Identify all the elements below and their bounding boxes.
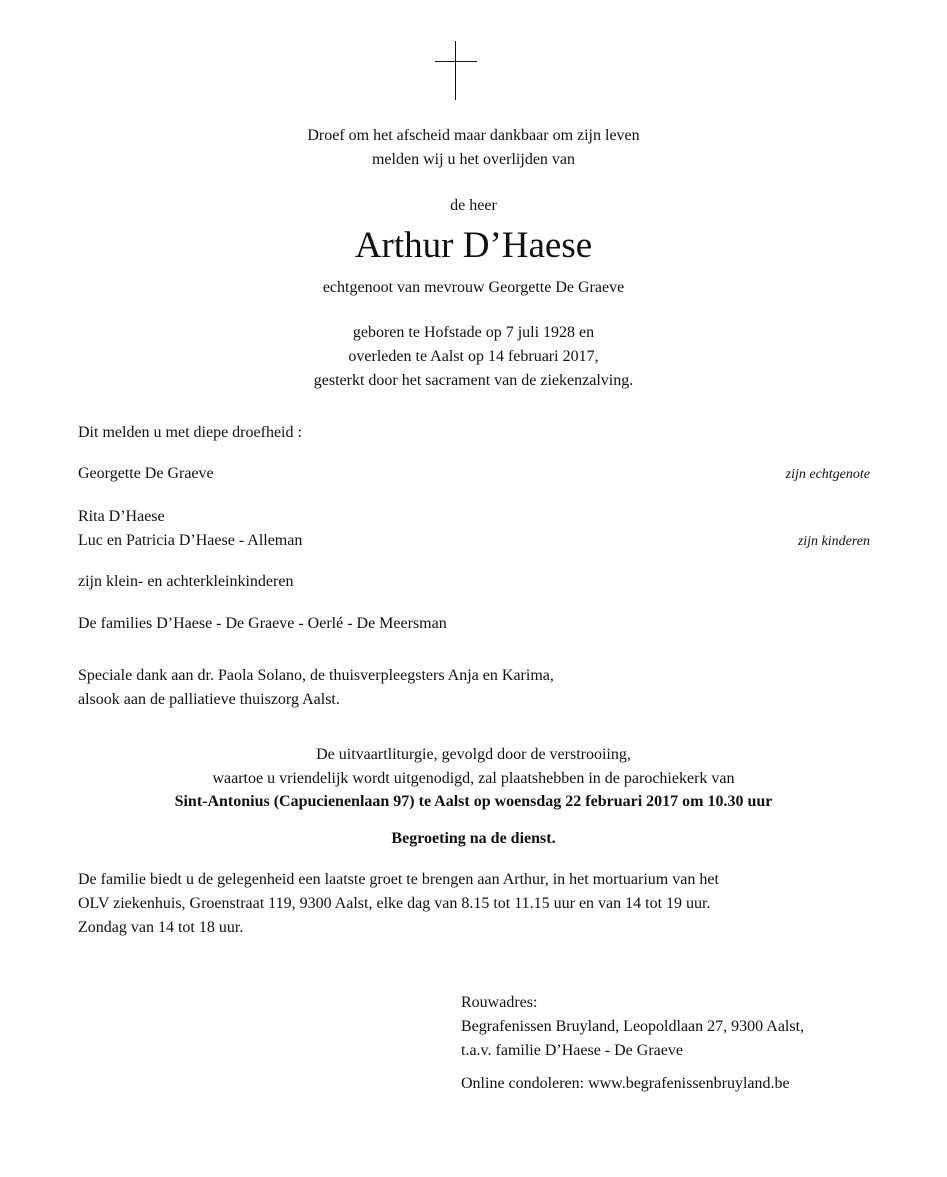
salutation: de heer: [450, 197, 497, 214]
online-condolence-link[interactable]: Online condoleren: www.begrafenissenbruyland.be: [461, 1075, 790, 1092]
birth-line: geboren te Hofstade op 7 juli 1928 en: [352, 324, 595, 341]
mourning-address-label: Rouwadres:: [461, 994, 538, 1011]
death-line: overleden te Aalst op 14 februari 2017,: [348, 348, 599, 365]
thanks-line-2: alsook aan de palliatieve thuiszorg Aalst.: [78, 691, 340, 708]
intro-line-2: melden wij u het overlijden van: [371, 151, 576, 168]
grandchildren-line: zijn klein- en achterkleinkinderen: [78, 573, 294, 590]
intro-line-1: Droef om het afscheid maar dankbaar om zijn leven: [307, 127, 640, 144]
viewing-line-3: Zondag van 14 tot 18 uur.: [78, 919, 244, 936]
announce-line: Dit melden u met diepe droefheid :: [78, 424, 302, 441]
thanks-line-1: Speciale dank aan dr. Paola Solano, de thuisverpleegsters Anja en Karima,: [78, 667, 554, 684]
greeting-line: Begroeting na de dienst.: [391, 830, 556, 847]
viewing-line-2: OLV ziekenhuis, Groenstraat 119, 9300 Aalst, elke dag van 8.15 tot 11.15 uur en van 14 tot 19 uur.: [78, 895, 711, 912]
mourning-address-line-1: Begrafenissen Bruyland, Leopoldlaan 27, 9300 Aalst,: [461, 1018, 805, 1035]
sacrament-line: gesterkt door het sacrament van de ziekenzalving.: [313, 372, 634, 389]
cross-icon: [435, 41, 477, 100]
spouse-role: zijn echtgenote: [785, 467, 870, 482]
funeral-line-1: De uitvaartliturgie, gevolgd door de verstrooiing,: [316, 746, 631, 763]
children-role: zijn kinderen: [797, 534, 870, 549]
child-name-2: Luc en Patricia D’Haese - Alleman: [78, 532, 303, 549]
spouse-name: Georgette De Graeve: [78, 465, 214, 482]
families-line: De families D’Haese - De Graeve - Oerlé - De Meersman: [78, 615, 447, 632]
deceased-name: Arthur D’Haese: [354, 225, 593, 266]
spouse-line: echtgenoot van mevrouw Georgette De Graeve: [322, 279, 625, 296]
funeral-line-2: waartoe u vriendelijk wordt uitgenodigd, zal plaatshebben in de parochiekerk van: [212, 770, 735, 787]
mourning-address-line-2: t.a.v. familie D’Haese - De Graeve: [461, 1042, 683, 1059]
funeral-line-3: Sint-Antonius (Capucienenlaan 97) te Aalst op woensdag 22 februari 2017 om 10.30 uur: [174, 793, 773, 810]
viewing-line-1: De familie biedt u de gelegenheid een laatste groet te brengen aan Arthur, in het mortuarium van het: [78, 871, 719, 888]
child-name-1: Rita D’Haese: [78, 508, 165, 525]
